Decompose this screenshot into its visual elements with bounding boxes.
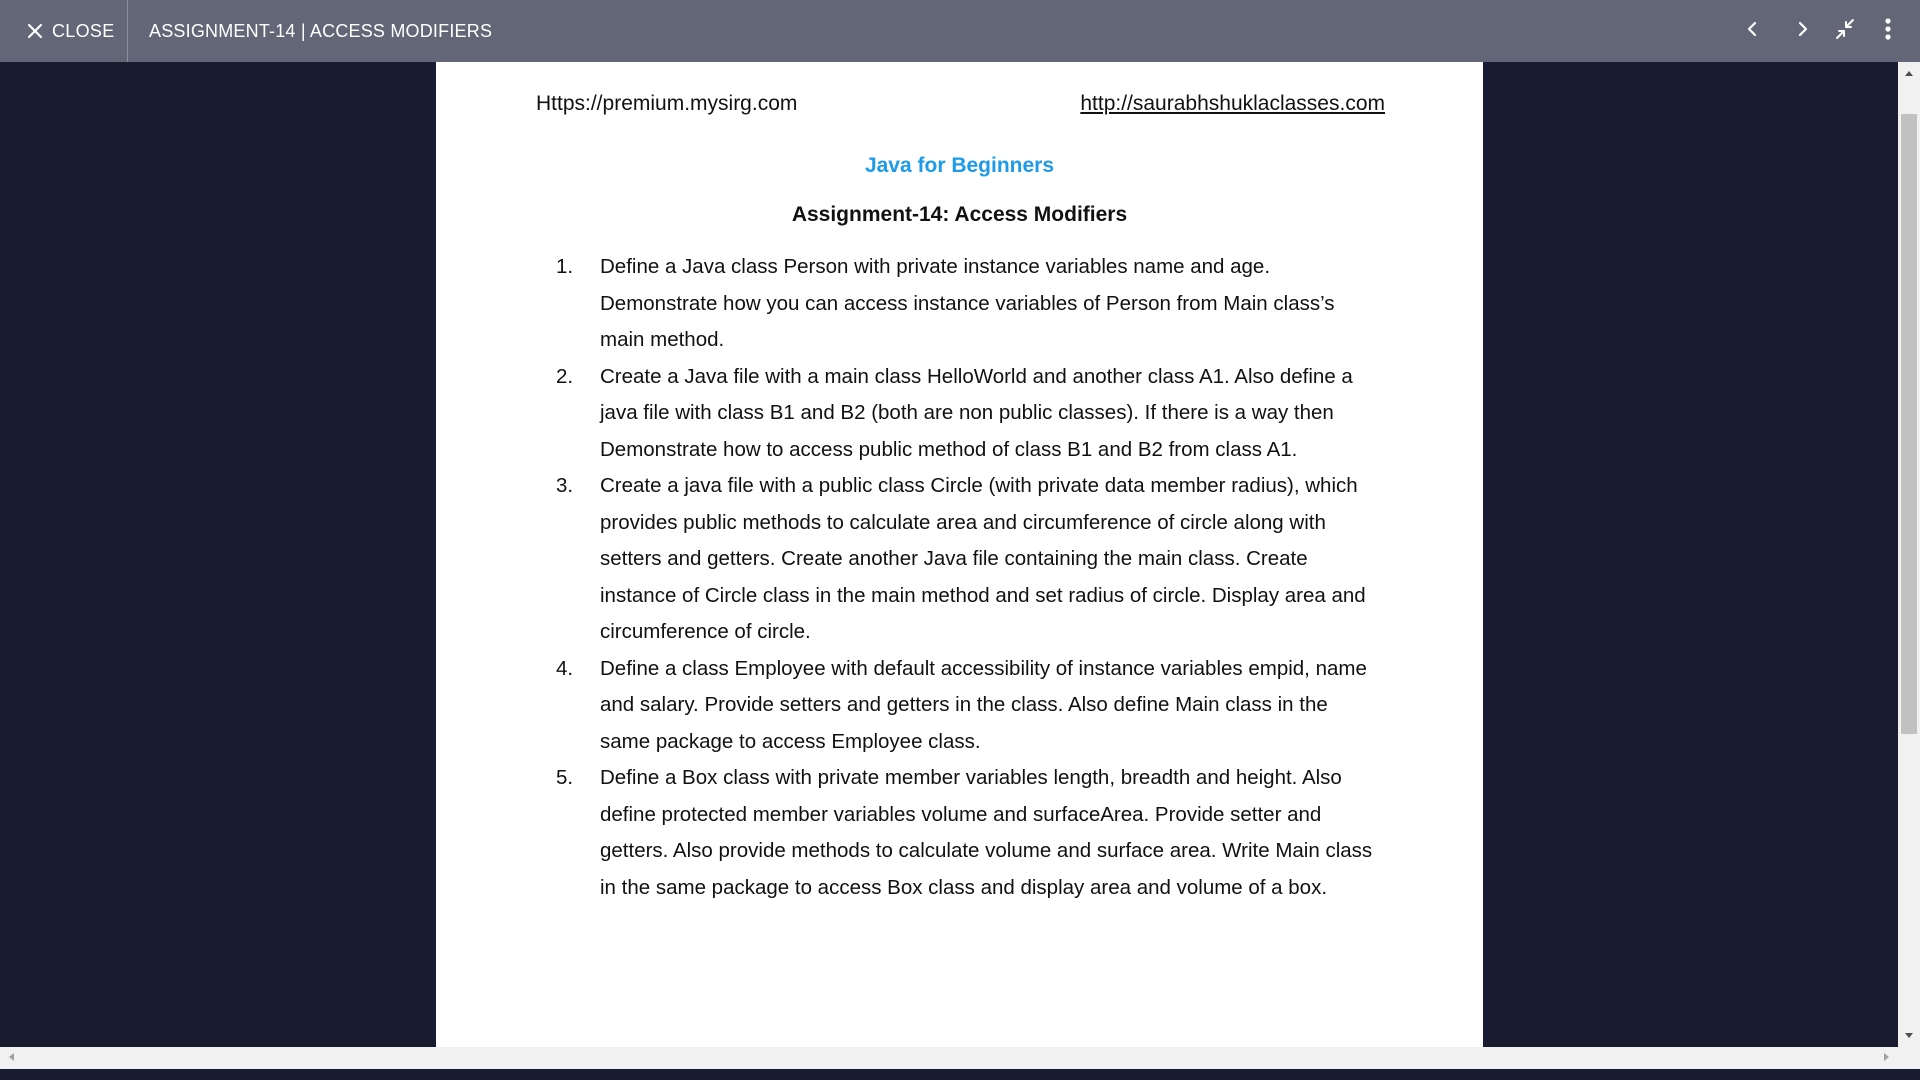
- next-button[interactable]: [1783, 0, 1823, 62]
- more-options-button[interactable]: [1868, 0, 1908, 62]
- document-page: [436, 62, 1483, 1047]
- course-title: Java for Beginners: [864, 154, 1055, 177]
- vertical-scroll-thumb[interactable]: [1901, 114, 1917, 734]
- close-button[interactable]: [0, 0, 127, 62]
- triangle-down-icon: [1904, 1027, 1914, 1045]
- scroll-up-button[interactable]: [1898, 62, 1920, 84]
- list-item-text: Create a Java file with a main class HelloWorld and another class A1. Also define a java file with class B1 and B2 (both are non public classes). If there is a way then Demonstrate how to access public method of class B1 and B2 from class A1.: [600, 364, 1353, 461]
- triangle-left-icon: [7, 1049, 15, 1067]
- toolbar-divider: [127, 0, 128, 62]
- previous-button[interactable]: [1732, 0, 1772, 62]
- assignment-heading: Assignment-14: Access Modifiers: [791, 203, 1128, 226]
- triangle-up-icon: [1904, 64, 1914, 82]
- scroll-left-button[interactable]: [0, 1047, 22, 1069]
- exit-fullscreen-button[interactable]: [1825, 0, 1865, 62]
- vertical-scrollbar[interactable]: [1898, 62, 1920, 1047]
- scrollbar-corner: [1898, 1047, 1920, 1069]
- scroll-down-button[interactable]: [1898, 1025, 1920, 1047]
- list-item-number: 3.: [556, 474, 574, 497]
- list-item-text: Create a java file with a public class Circle (with private data member radius), which provides public methods to calculate area and circumference of circle along with setters and getters. Create another Java file containing the main class. Create instance of Circle class in the main method and set radius of circle. Display area and circumference of circle.: [600, 474, 1366, 643]
- list-item-number: 2.: [556, 364, 574, 388]
- list-item-number: 4.: [556, 656, 574, 680]
- horizontal-scrollbar[interactable]: [0, 1047, 1898, 1069]
- list-item-text: Define a Box class with private member variables length, breadth and height. Also define protected member variables volume and surfaceArea. Provide setter and getters. Also provide methods to calculate volume and surface area. Write Main class in the same package to access Box class and display area and volume of a box.: [600, 766, 1373, 899]
- close-label: CLOSE: [52, 20, 115, 41]
- list-item-text: Define a Java class Person with private instance variables name and age. Demonstrate how you can access instance variables of Person from Main class’s main method.: [600, 255, 1335, 351]
- more-vertical-icon: [1884, 17, 1892, 46]
- document-viewer[interactable]: [0, 62, 1920, 1047]
- list-item: [556, 359, 1376, 469]
- header-right-link[interactable]: http://saurabhshuklaclasses.com: [1080, 92, 1385, 115]
- top-toolbar: [0, 0, 1920, 62]
- header-left-url: Https://premium.mysirg.com: [536, 92, 798, 115]
- document-title: ASSIGNMENT-14 | ACCESS MODIFIERS: [149, 21, 493, 41]
- chevron-right-icon: [1796, 20, 1810, 43]
- list-item-number: 1.: [556, 255, 574, 278]
- list-item-text: Define a class Employee with default accessibility of instance variables empid, name and salary. Provide setters and getters in the class. Also define Main class in the same package to access Employee class.: [600, 656, 1367, 753]
- scroll-right-button[interactable]: [1876, 1047, 1898, 1069]
- list-item: [556, 468, 1376, 651]
- list-item: [556, 760, 1376, 906]
- triangle-right-icon: [1883, 1049, 1891, 1067]
- chevron-left-icon: [1745, 20, 1759, 43]
- bottom-strip: [0, 1069, 1920, 1080]
- list-item: [556, 651, 1376, 761]
- list-item-number: 5.: [556, 766, 574, 789]
- close-icon: [26, 22, 44, 40]
- assignment-list: [556, 249, 1376, 906]
- list-item: [556, 249, 1376, 359]
- exit-fullscreen-icon: [1833, 17, 1857, 46]
